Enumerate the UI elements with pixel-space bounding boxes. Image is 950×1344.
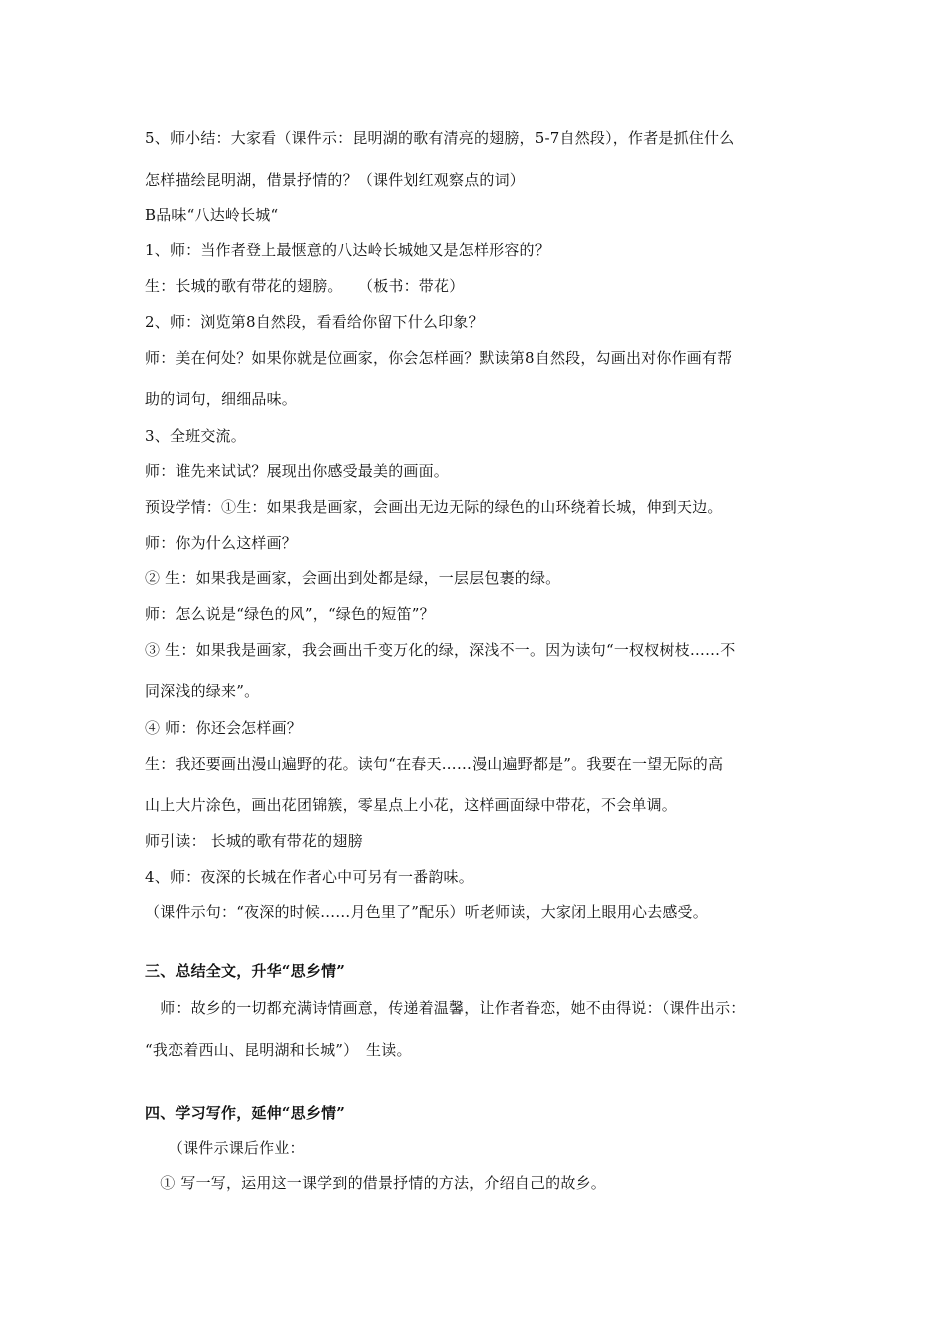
text-line: 生：长城的歌有带花的翅膀。 （板书：带花） <box>145 277 465 295</box>
text-line: （课件示句：“夜深的时候……月色里了”配乐）听老师读，大家闭上眼用心去感受。 <box>145 903 708 921</box>
text-line: 师：谁先来试试？展现出你感受最美的画面。 <box>145 462 450 480</box>
text-line: ② 生：如果我是画家，会画出到处都是绿，一层层包裹的绿。 <box>145 569 561 587</box>
text-line: 师：美在何处？如果你就是位画家，你会怎样画？默读第8自然段，勾画出对你作画有帮 <box>145 349 733 367</box>
text-line: 师：故乡的一切都充满诗情画意，传递着温馨，让作者眷恋，她不由得说：（课件出示： <box>145 999 746 1017</box>
text-line: 5、师小结：大家看（课件示：昆明湖的歌有清亮的翅膀，5-7自然段），作者是抓住什么 <box>145 129 735 147</box>
text-line: 同深浅的绿来”。 <box>145 682 260 700</box>
text-line: 1、师：当作者登上最惬意的八达岭长城她又是怎样形容的？ <box>145 241 550 259</box>
text-line: “我恋着西山、昆明湖和长城”） 生读。 <box>145 1041 412 1059</box>
text-line: 2、师：浏览第8自然段，看看给你留下什么印象？ <box>145 313 484 331</box>
section-heading: 三、总结全文，升华“思乡情” <box>145 962 346 980</box>
text-line: ③ 生：如果我是画家，我会画出千变万化的绿，深浅不一。因为读句“一杈杈树枝……不 <box>145 641 736 659</box>
text-line: ④ 师：你还会怎样画？ <box>145 719 302 737</box>
text-line: 怎样描绘昆明湖，借景抒情的？（课件划红观察点的词） <box>145 171 526 189</box>
text-line: ① 写一写，运用这一课学到的借景抒情的方法，介绍自己的故乡。 <box>145 1174 606 1192</box>
text-line: 山上大片涂色，画出花团锦簇，零星点上小花，这样画面绿中带花，不会单调。 <box>145 796 678 814</box>
section-heading: 四、学习写作，延伸“思乡情” <box>145 1104 346 1122</box>
text-line: （课件示课后作业： <box>145 1139 305 1157</box>
text-line: 师：怎么说是“绿色的风”，“绿色的短笛”？ <box>145 605 435 623</box>
text-line: 预设学情：①生：如果我是画家，会画出无边无际的绿色的山环绕着长城，伸到天边。 <box>145 498 723 516</box>
text-line: 4、师：夜深的长城在作者心中可另有一番韵味。 <box>145 868 474 886</box>
text-line: 师引读： 长城的歌有带花的翅膀 <box>145 832 363 850</box>
text-line: 师：你为什么这样画？ <box>145 534 298 552</box>
text-line: 生：我还要画出漫山遍野的花。读句“在春天……漫山遍野都是”。我要在一望无际的高 <box>145 755 724 773</box>
text-line: 助的词句，细细品味。 <box>145 390 298 408</box>
text-line: 3、全班交流。 <box>145 427 246 445</box>
text-line: B品味“八达岭长城“ <box>145 206 279 224</box>
